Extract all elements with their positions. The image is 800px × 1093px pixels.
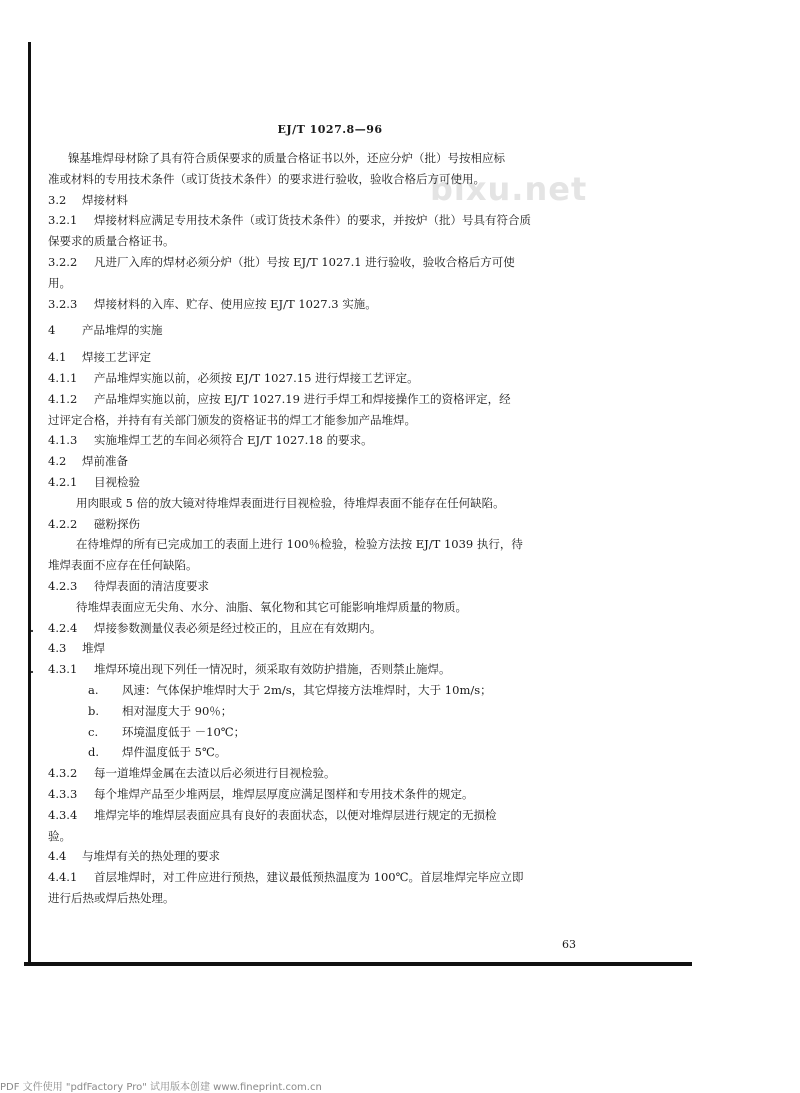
clause-number: 4.3.3	[48, 786, 78, 801]
clause-text: 验。	[48, 828, 71, 843]
clause-text: 焊接材料的入库、贮存、使用应按 EJ/T 1027.3 实施。	[94, 296, 377, 311]
clause-line	[48, 190, 598, 211]
clause-line	[48, 210, 598, 231]
clause-text: 堆焊表面不应存在任何缺陷。	[48, 558, 198, 573]
clause-number: a.	[88, 682, 99, 697]
clause-text: 风速：气体保护堆焊时大于 2m/s，其它焊接方法堆焊时，大于 10m/s；	[122, 682, 492, 697]
page-left-border	[28, 42, 31, 962]
clause-number: 3.2.1	[48, 213, 78, 228]
paragraph-line	[48, 148, 598, 169]
clause-number: 4.2.4	[48, 620, 78, 635]
clause-text: 与堆焊有关的热处理的要求	[82, 849, 220, 864]
clause-text: 堆焊环境出现下列任一情况时，须采取有效防护措施，否则禁止施焊。	[94, 662, 451, 677]
clause-number: 4.3.2	[48, 766, 78, 781]
clause-text: 目视检验	[94, 474, 140, 489]
clause-line	[48, 252, 598, 273]
clause-number: 4.2.1	[48, 474, 78, 489]
clause-text: 保要求的质量合格证书。	[48, 234, 175, 249]
clause-line	[30, 618, 598, 639]
paragraph-line	[48, 231, 598, 252]
clause-line	[48, 846, 598, 867]
clause-number: 4.2.2	[48, 516, 78, 531]
document-body	[30, 148, 598, 909]
clause-line	[48, 763, 598, 784]
clause-line	[48, 294, 598, 315]
clause-text: 准或材料的专用技术条件（或订货技术条件）的要求进行验收，验收合格后方可使用。	[48, 171, 485, 186]
paragraph-line	[48, 273, 598, 294]
clause-line	[48, 680, 598, 701]
clause-number: d.	[88, 745, 100, 760]
clause-text: 在待堆焊的所有已完成加工的表面上进行 100％检验，检验方法按 EJ/T 1039 执行，待	[76, 537, 523, 552]
clause-number: 4.2.3	[48, 578, 78, 593]
clause-line	[48, 576, 598, 597]
clause-number: 4.3	[48, 641, 67, 656]
paragraph-line	[48, 597, 598, 618]
clause-line	[48, 784, 598, 805]
clause-text: 每一道堆焊金属在去渣以后必须进行目视检验。	[94, 766, 336, 781]
clause-text: 待堆焊表面应无尖角、水分、油脂、氧化物和其它可能影响堆焊质量的物质。	[76, 599, 467, 614]
clause-line	[30, 659, 598, 680]
clause-number: 4.4.1	[48, 870, 78, 885]
margin-mark: .	[30, 620, 35, 635]
clause-text: 焊接参数测量仪表必须是经过校正的，且应在有效期内。	[94, 620, 382, 635]
paragraph-line	[48, 493, 598, 514]
clause-line	[48, 472, 598, 493]
clause-line	[48, 805, 598, 826]
clause-line	[48, 701, 598, 722]
paragraph-line	[48, 888, 598, 909]
clause-number: b.	[88, 703, 100, 718]
clause-line	[48, 514, 598, 535]
page-number: 63	[562, 938, 576, 951]
clause-number: 4.3.4	[48, 807, 78, 822]
clause-line	[48, 368, 598, 389]
clause-number: 3.2	[48, 192, 67, 207]
clause-text: 实施堆焊工艺的车间必须符合 EJ/T 1027.18 的要求。	[94, 433, 373, 448]
clause-text: 用肉眼或 5 倍的放大镜对待堆焊表面进行目视检验，待堆焊表面不能存在任何缺陷。	[76, 495, 505, 510]
clause-number: 4.2	[48, 454, 67, 469]
clause-text: 环境温度低于 －10℃；	[122, 724, 246, 739]
clause-text: 每个堆焊产品至少堆两层，堆焊层厚度应满足图样和专用技术条件的规定。	[94, 786, 474, 801]
paragraph-line	[48, 534, 598, 555]
paragraph-line	[48, 410, 598, 431]
clause-text: 首层堆焊时，对工件应进行预热，建议最低预热温度为 100℃。首层堆焊完毕应立即	[94, 870, 524, 885]
clause-line	[48, 451, 598, 472]
clause-text: 用。	[48, 275, 71, 290]
clause-number: 4	[48, 323, 56, 338]
clause-text: 堆焊完毕的堆焊层表面应具有良好的表面状态，以便对堆焊层进行规定的无损检	[94, 807, 497, 822]
paragraph-line	[48, 169, 598, 190]
pdf-footer: PDF 文件使用 "pdfFactory Pro" 试用版本创建 www.fineprint.com.cn	[0, 1082, 322, 1093]
clause-line	[48, 389, 598, 410]
clause-text: 磁粉探伤	[94, 516, 140, 531]
margin-mark: .	[30, 662, 35, 677]
clause-line	[48, 347, 598, 368]
clause-text: 凡进厂入库的焊材必须分炉（批）号按 EJ/T 1027.1 进行验收，验收合格后方可使	[94, 254, 515, 269]
clause-text: 镍基堆焊母材除了具有符合质保要求的质量合格证书以外，还应分炉（批）号按相应标	[68, 151, 505, 165]
clause-text: 焊前准备	[82, 454, 128, 469]
clause-text: 相对湿度大于 90％；	[122, 703, 233, 718]
document-header: EJ/T 1027.8—96	[277, 123, 383, 136]
clause-text: 产品堆焊的实施	[82, 323, 163, 338]
clause-line	[48, 722, 598, 743]
clause-text: 焊件温度低于 5℃。	[122, 745, 227, 760]
clause-number: 4.4	[48, 849, 67, 864]
clause-number: 4.1.3	[48, 433, 78, 448]
watermark: bixu.net	[430, 170, 588, 208]
paragraph-line	[48, 555, 598, 576]
paragraph-line	[48, 826, 598, 847]
clause-number: 3.2.2	[48, 254, 78, 269]
clause-number: 4.3.1	[48, 662, 78, 677]
clause-text: 焊接工艺评定	[82, 350, 151, 365]
clause-text: 待焊表面的清洁度要求	[94, 578, 209, 593]
clause-text: 焊接材料	[82, 192, 128, 207]
clause-number: 4.1.1	[48, 370, 78, 385]
clause-text: 进行后热或焊后热处理。	[48, 890, 175, 905]
clause-line	[48, 430, 598, 451]
clause-line	[48, 742, 598, 763]
clause-number: c.	[88, 724, 99, 739]
clause-number: 4.1	[48, 350, 67, 365]
clause-text: 堆焊	[82, 641, 105, 656]
clause-number: 4.1.2	[48, 391, 78, 406]
clause-text: 产品堆焊实施以前，必须按 EJ/T 1027.15 进行焊接工艺评定。	[94, 370, 419, 385]
page-bottom-rule	[24, 962, 692, 966]
clause-text: 产品堆焊实施以前，应按 EJ/T 1027.19 进行手焊工和焊接操作工的资格评定，经	[94, 391, 511, 406]
clause-text: 过评定合格，并持有有关部门颁发的资格证书的焊工才能参加产品堆焊。	[48, 412, 416, 427]
clause-text: 焊接材料应满足专用技术条件（或订货技术条件）的要求，并按炉（批）号具有符合质	[94, 213, 531, 228]
clause-line	[48, 867, 598, 888]
clause-number: 3.2.3	[48, 296, 78, 311]
clause-line	[48, 638, 598, 659]
clause-line	[48, 320, 598, 341]
